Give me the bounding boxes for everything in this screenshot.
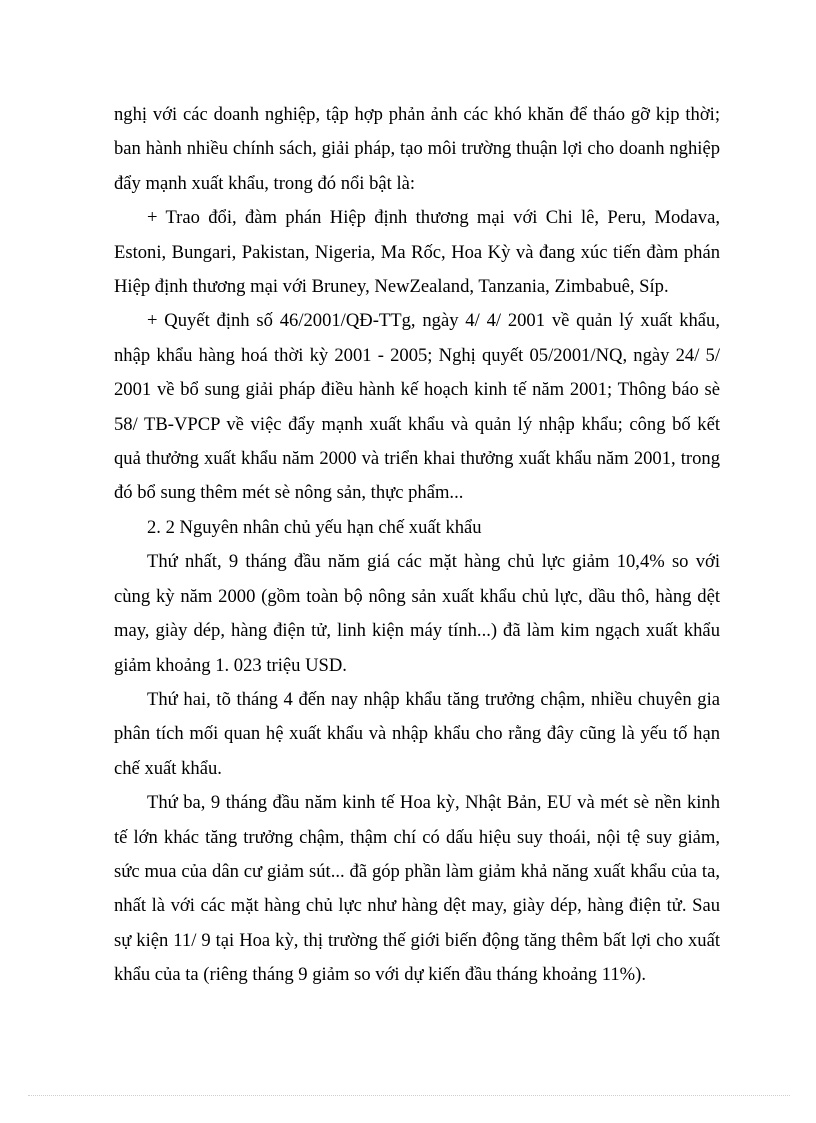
page-bottom-divider	[28, 1095, 790, 1096]
paragraph-reason-second: Thứ hai, tõ tháng 4 đến nay nhập khẩu tăng trưởng chậm, nhiều chuyên gia phân tích mối quan hệ xuất khẩu và nhập khẩu cho rằng đây cũng là yếu tố hạn chế xuất khẩu.	[114, 688, 720, 779]
paragraph-trade-agreements: + Trao đổi, đàm phán Hiệp định thương mại với Chi lê, Peru, Modava, Estoni, Bungari, Pakistan, Nigeria, Ma Rốc, Hoa Kỳ và đang xúc tiến đàm phán Hiệp định thương mại với Bruney, NewZealand, Tanzania, Zimbabuê, Síp.	[114, 207, 720, 298]
paragraph-reason-first: Thứ nhất, 9 tháng đầu năm giá các mặt hàng chủ lực giảm 10,4% so với cùng kỳ năm 2000 (gồm toàn bộ nông sản xuất khẩu chủ lực, dầu thô, hàng dệt may, giày dép, hàng điện tử, linh kiện máy tính...) đã làm kim ngạch xuất khẩu giảm khoảng 1. 023 triệu USD.	[114, 551, 720, 676]
paragraph-reason-third: Thứ ba, 9 tháng đầu năm kinh tế Hoa kỳ, Nhật Bản, EU và mét sè nền kinh tế lớn khác tăng trưởng chậm, thậm chí có dấu hiệu suy thoái, nội tệ suy giảm, sức mua của dân cư giảm sút... đã góp phần làm giảm khả năng xuất khẩu của ta, nhất là với các mặt hàng chủ lực như hàng dệt may, giày dép, hàng điện tử. Sau sự kiện 11/ 9 tại Hoa kỳ, thị trường thế giới biến động tăng thêm bất lợi cho xuất khẩu của ta (riêng tháng 9 giảm so với dự kiến đầu tháng khoảng 11%).	[114, 792, 720, 986]
paragraph-decisions: + Quyết định số 46/2001/QĐ-TTg, ngày 4/ 4/ 2001 về quản lý xuất khẩu, nhập khẩu hàng hoá thời kỳ 2001 - 2005; Nghị quyết 05/2001/NQ, ngày 24/ 5/ 2001 về bổ sung giải pháp điều hành kế hoạch kinh tế năm 2001; Thông báo sè 58/ TB-VPCP về việc đẩy mạnh xuất khẩu và quản lý nhập khẩu; công bố kết quả thưởng xuất khẩu năm 2000 và triển khai thưởng xuất khẩu năm 2001, trong đó bổ sung thêm mét sè nông sản, thực phẩm...	[114, 310, 720, 504]
section-heading: 2. 2 Nguyên nhân chủ yếu hạn chế xuất khẩu	[147, 516, 482, 538]
document-body	[114, 98, 720, 993]
paragraph-continuation: nghị với các doanh nghiệp, tập hợp phản ảnh các khó khăn để tháo gỡ kịp thời; ban hành nhiều chính sách, giải pháp, tạo môi trường thuận lợi cho doanh nghiệp đẩy mạnh xuất khẩu, trong đó nổi bật là:	[114, 104, 720, 194]
